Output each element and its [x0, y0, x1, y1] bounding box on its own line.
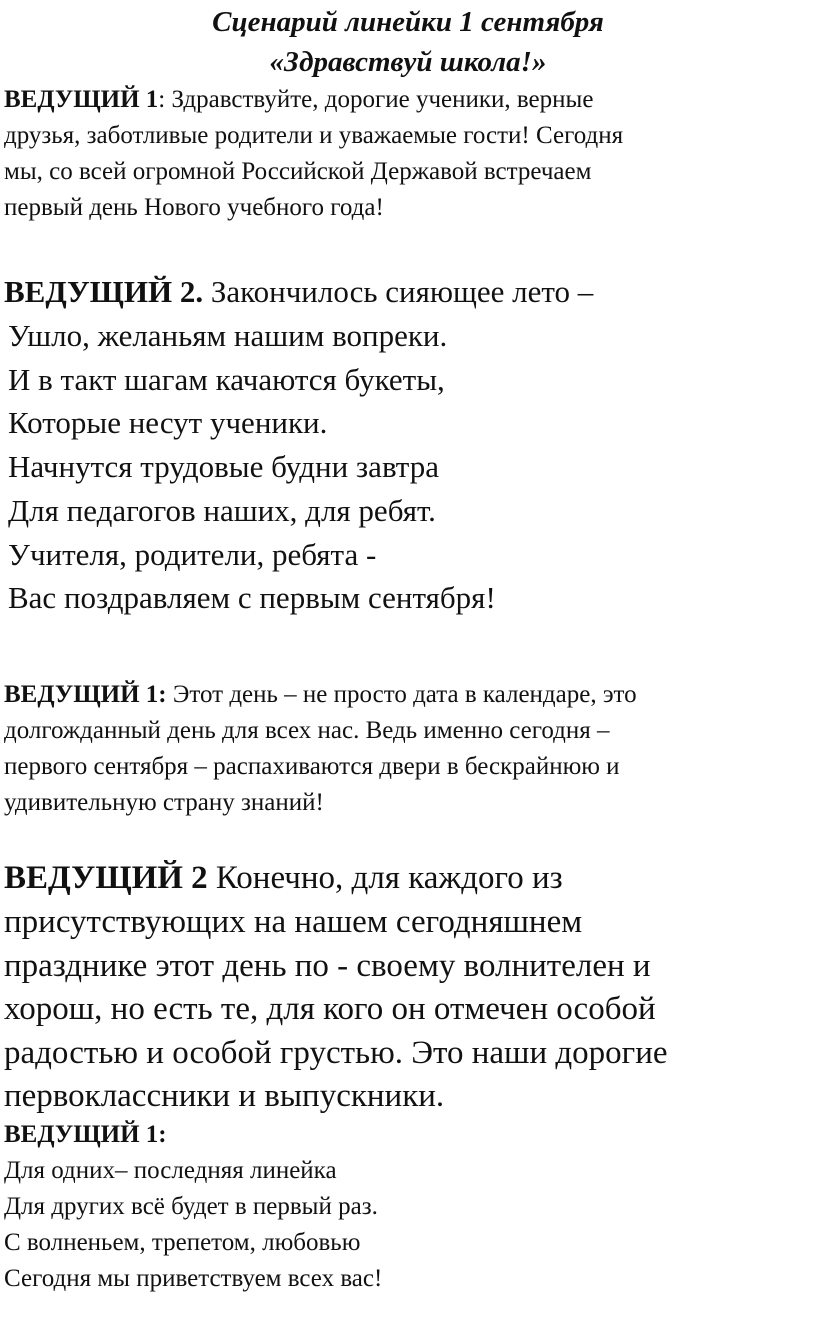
p4-line-2: присутствующих на нашем сегодняшнем [4, 904, 583, 940]
p1-text-1: Здравствуйте, дорогие ученики, верные [171, 86, 594, 113]
p2-text-1: Закончилось сияющее лето – [203, 274, 594, 309]
p4-line-4: хорош, но есть те, для кого он отмечен особой [4, 991, 656, 1027]
p5-verse-2: Для других всё будет в первый раз. [4, 1193, 378, 1220]
p4-line-1 [4, 860, 563, 897]
speaker-label: ВЕДУЩИЙ 1: [4, 681, 167, 708]
title-line-2: «Здравствуй школа!» [269, 46, 547, 78]
speaker-label: ВЕДУЩИЙ 1 [4, 86, 159, 113]
p2-verse-3: Которые несут ученики. [8, 405, 328, 440]
speaker-label: ВЕДУЩИЙ 2. [4, 274, 204, 309]
title-line-1: Сценарий линейки 1 сентября [212, 6, 604, 38]
p2-line-1 [4, 274, 593, 310]
p3-line-4: удивительную страну знаний! [4, 789, 324, 816]
p2-verse-5: Для педагогов наших, для ребят. [8, 493, 436, 528]
p3-text-1: Этот день – не просто дата в календаре, это [166, 681, 637, 708]
p2-verse-2: И в такт шагам качаются букеты, [8, 362, 445, 397]
p4-line-3: празднике этот день по - своему волнителен и [4, 948, 651, 984]
p5-speaker: ВЕДУЩИЙ 1: [4, 1121, 167, 1148]
p2-verse-1: Ушло, желаньям нашим вопреки. [8, 318, 448, 353]
p1-line-3: мы, со всей огромной Российской Державой встречаем [4, 158, 592, 185]
p5-verse-1: Для одних– последняя линейка [4, 1157, 337, 1184]
p4-line-6: первоклассники и выпускники. [4, 1078, 445, 1114]
document-title [0, 2, 816, 82]
p2-verse-6: Учителя, родители, ребята - [8, 537, 377, 572]
speaker-separator: : [158, 86, 172, 113]
speaker-label: ВЕДУЩИЙ 2 [4, 860, 208, 896]
p1-line-1 [4, 86, 593, 114]
p1-line-2: друзья, заботливые родители и уважаемые гости! Сегодня [4, 122, 624, 149]
p4-text-1: Конечно, для каждого из [207, 860, 563, 896]
p5-verse-3: С волненьем, трепетом, любовью [4, 1229, 361, 1256]
p2-verse-4: Начнутся трудовые будни завтра [8, 449, 439, 484]
p3-line-3: первого сентября – распахиваются двери в бескрайнюю и [4, 753, 620, 780]
p1-line-4: первый день Нового учебного года! [4, 194, 384, 221]
p3-line-1 [4, 681, 637, 709]
p5-verse-4: Сегодня мы приветствуем всех вас! [4, 1265, 383, 1292]
p4-line-5: радостью и особой грустью. Это наши дорогие [4, 1035, 668, 1071]
p2-verse-7: Вас поздравляем с первым сентября! [8, 580, 496, 615]
p3-line-2: долгожданный день для всех нас. Ведь именно сегодня – [4, 717, 610, 744]
